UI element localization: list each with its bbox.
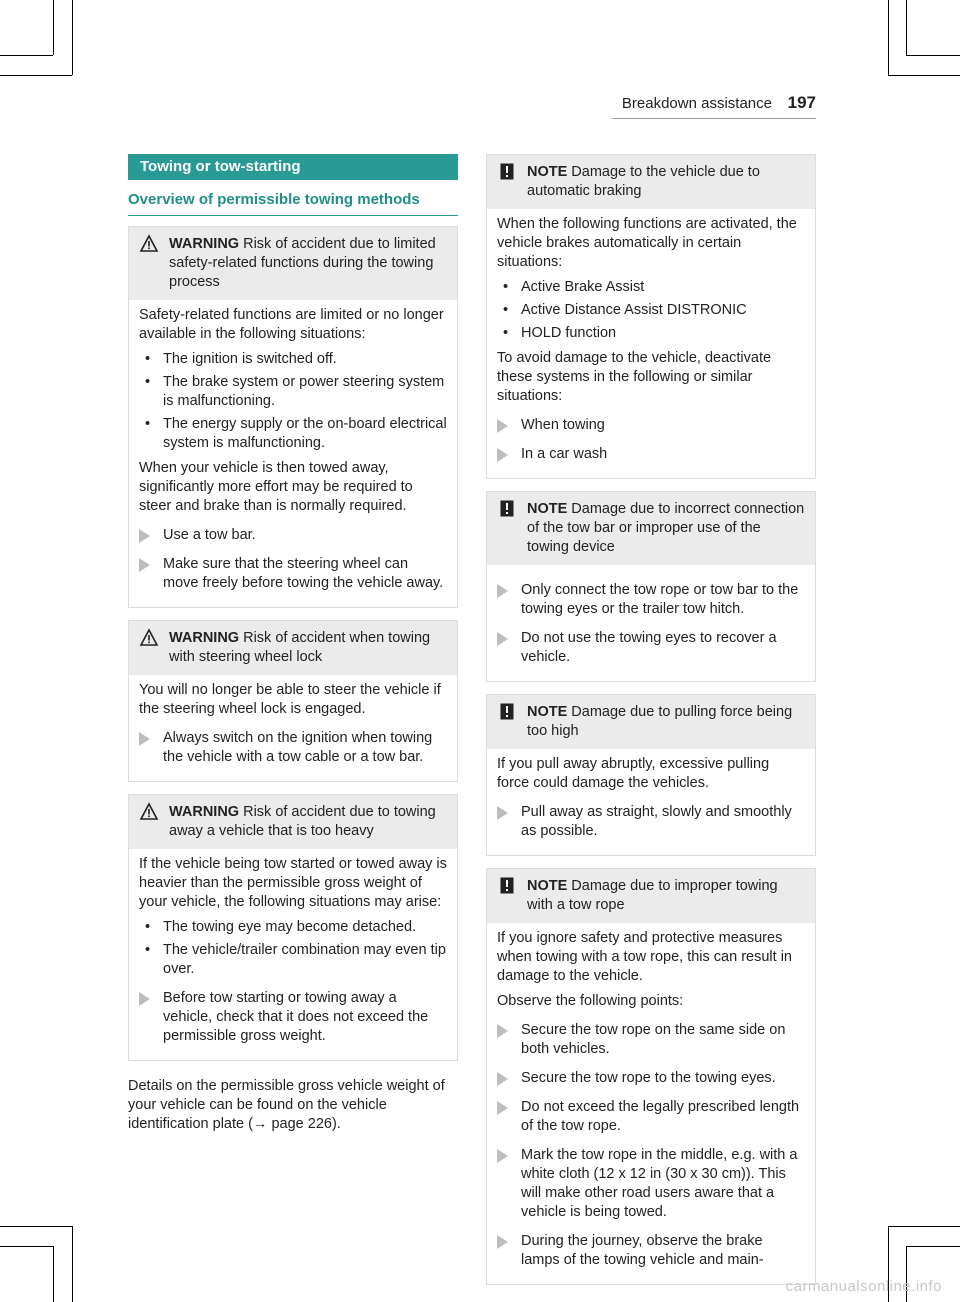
step-arrow-icon <box>497 632 508 646</box>
warning-title: Risk of accident due to limited safety-related functions during the towing process <box>169 236 436 290</box>
body-paragraph: When your vehicle is then towed away, significantly more effort may be required to steer and brake than is normally required. <box>139 460 413 514</box>
warning-triangle-icon <box>139 803 159 822</box>
crop-mark <box>906 0 907 55</box>
instruction-step <box>139 555 447 593</box>
instruction-step <box>497 1146 805 1222</box>
body-paragraph: You will no longer be able to steer the vehicle if the steering wheel lock is engaged. <box>139 682 441 717</box>
crop-mark <box>0 1226 72 1227</box>
crop-mark <box>906 55 960 56</box>
bullet-list <box>139 918 447 979</box>
step-text: Mark the tow rope in the middle, e.g. with a white cloth (12 x 12 in (30 x 30 cm)). This will make other road users aware that a vehicle is being towed. <box>521 1147 798 1220</box>
crop-mark <box>72 0 73 75</box>
page-header-title: Breakdown assistance <box>621 95 772 112</box>
step-text: Make sure that the steering wheel can move freely before towing the vehicle away. <box>163 556 444 591</box>
note-title: Damage to the vehicle due to automatic braking <box>527 164 760 199</box>
warning-label: WARNING <box>169 630 240 646</box>
crop-mark <box>888 0 889 75</box>
warning-body <box>129 849 457 1060</box>
left-column <box>128 154 458 1134</box>
note-exclamation-icon <box>497 500 517 519</box>
note-header <box>487 695 815 749</box>
right-column-clip <box>486 144 816 1268</box>
step-text: Use a tow bar. <box>163 527 256 543</box>
bullet-item: • The vehicle/trailer combination may even tip over. <box>139 941 447 979</box>
header-rule <box>612 118 816 119</box>
bullet-item: • The ignition is switched off. <box>139 350 447 369</box>
page-number: 197 <box>787 93 816 112</box>
warning-title: Risk of accident when towing with steering wheel lock <box>169 630 431 665</box>
crop-mark <box>888 1226 960 1227</box>
warning-box <box>128 620 458 782</box>
step-text: When towing <box>521 417 605 433</box>
warning-label: WARNING <box>169 236 240 252</box>
instruction-step <box>139 729 447 767</box>
instruction-step <box>497 1232 805 1270</box>
note-title: Damage due to improper towing with a tow rope <box>527 878 778 913</box>
instruction-step <box>497 1069 805 1088</box>
note-body <box>487 749 815 855</box>
bullet-item: • The brake system or power steering system is malfunctioning. <box>139 373 447 411</box>
bullet-item: • Active Distance Assist DISTRONIC <box>497 301 805 320</box>
crop-mark <box>72 1226 73 1302</box>
watermark: carmanualsonline.info <box>785 1278 942 1295</box>
note-list <box>486 154 816 1285</box>
note-header <box>487 869 815 923</box>
step-arrow-icon <box>497 1235 508 1249</box>
instruction-step <box>497 581 805 619</box>
note-title: Damage due to incorrect connection of the tow bar or improper use of the towing device <box>527 501 805 555</box>
step-arrow-icon <box>497 419 508 433</box>
warning-body <box>129 300 457 607</box>
page-header <box>612 94 816 114</box>
crop-mark <box>888 75 960 76</box>
step-arrow-icon <box>139 992 150 1006</box>
crop-mark <box>53 1246 54 1302</box>
crop-mark <box>0 75 72 76</box>
bullet-list <box>497 278 805 343</box>
warning-box <box>128 226 458 608</box>
note-title: Damage due to pulling force being too high <box>527 704 793 739</box>
step-text: Before tow starting or towing away a vehicle, check that it does not exceed the permissible gross weight. <box>163 990 429 1044</box>
note-exclamation-icon <box>497 703 517 722</box>
step-text: In a car wash <box>521 446 608 462</box>
crop-mark <box>906 1246 960 1247</box>
warning-header <box>129 795 457 849</box>
warning-header <box>129 227 457 300</box>
crop-mark <box>0 1246 53 1247</box>
warning-triangle-icon <box>139 629 159 648</box>
step-text: During the journey, observe the brake lamps of the towing vehicle and main- <box>521 1233 764 1268</box>
instruction-step <box>497 803 805 841</box>
note-body <box>487 565 815 681</box>
step-text: Pull away as straight, slowly and smoothly as possible. <box>521 804 792 839</box>
step-arrow-icon <box>139 732 150 746</box>
body-paragraph: Safety-related functions are limited or no longer available in the following situations: <box>139 307 444 342</box>
note-box <box>486 694 816 856</box>
note-body <box>487 923 815 1284</box>
note-label: NOTE <box>527 878 568 894</box>
body-paragraph: Observe the following points: <box>497 993 684 1009</box>
note-label: NOTE <box>527 164 568 180</box>
warning-header <box>129 621 457 675</box>
body-paragraph: If you pull away abruptly, excessive pulling force could damage the vehicles. <box>497 756 770 791</box>
note-box <box>486 491 816 682</box>
note-box <box>486 868 816 1285</box>
note-header <box>487 492 815 565</box>
step-text: Always switch on the ignition when towing the vehicle with a tow cable or a tow bar. <box>163 730 433 765</box>
instruction-step <box>139 989 447 1046</box>
step-arrow-icon <box>139 558 150 572</box>
step-text: Do not exceed the legally prescribed length of the tow rope. <box>521 1099 800 1134</box>
instruction-step <box>497 629 805 667</box>
bullet-item: • The energy supply or the on-board electrical system is malfunctioning. <box>139 415 447 453</box>
bullet-item: • Active Brake Assist <box>497 278 805 297</box>
step-arrow-icon <box>497 1101 508 1115</box>
subheading: Overview of permissible towing methods <box>128 190 458 216</box>
instruction-step <box>139 526 447 545</box>
crop-mark <box>0 55 53 56</box>
step-arrow-icon <box>497 806 508 820</box>
step-arrow-icon <box>497 1072 508 1086</box>
note-header <box>487 155 815 209</box>
warning-title: Risk of accident due to towing away a vehicle that is too heavy <box>169 804 436 839</box>
instruction-step <box>497 416 805 435</box>
note-exclamation-icon <box>497 877 517 896</box>
body-paragraph: When the following functions are activated, the vehicle brakes automatically in certain situations: <box>497 216 797 270</box>
step-arrow-icon <box>139 529 150 543</box>
note-exclamation-icon <box>497 163 517 182</box>
details-paragraph <box>128 1077 458 1134</box>
bullet-list <box>139 350 447 453</box>
step-text: Only connect the tow rope or tow bar to the towing eyes or the trailer tow hitch. <box>521 582 799 617</box>
step-arrow-icon <box>497 1149 508 1163</box>
crop-mark <box>53 0 54 55</box>
warning-list <box>128 226 458 1061</box>
step-text: Secure the tow rope to the towing eyes. <box>521 1070 776 1086</box>
instruction-step <box>497 445 805 464</box>
body-paragraph: If you ignore safety and protective measures when towing with a tow rope, this can result in damage to the vehicle. <box>497 930 792 984</box>
note-label: NOTE <box>527 704 568 720</box>
step-arrow-icon <box>497 448 508 462</box>
note-body <box>487 209 815 478</box>
section-title: Towing or tow-starting <box>128 154 458 180</box>
step-arrow-icon <box>497 584 508 598</box>
instruction-step <box>497 1098 805 1136</box>
warning-label: WARNING <box>169 804 240 820</box>
warning-body <box>129 675 457 781</box>
instruction-step <box>497 1021 805 1059</box>
bullet-item: • HOLD function <box>497 324 805 343</box>
step-arrow-icon <box>497 1024 508 1038</box>
body-paragraph: If the vehicle being tow started or towed away is heavier than the permissible gross weight of your vehicle, the following situations may arise: <box>139 856 447 910</box>
note-box <box>486 154 816 479</box>
warning-triangle-icon <box>139 235 159 254</box>
body-paragraph: To avoid damage to the vehicle, deactivate these systems in the following or similar situations: <box>497 350 772 404</box>
step-text: Secure the tow rope on the same side on both vehicles. <box>521 1022 786 1057</box>
step-text: Do not use the towing eyes to recover a vehicle. <box>521 630 777 665</box>
warning-box <box>128 794 458 1061</box>
details-text: Details on the permissible gross vehicle weight of your vehicle can be found on the vehicle identification plate (→ page 226). <box>128 1078 445 1132</box>
note-label: NOTE <box>527 501 568 517</box>
bullet-item: • The towing eye may become detached. <box>139 918 447 937</box>
